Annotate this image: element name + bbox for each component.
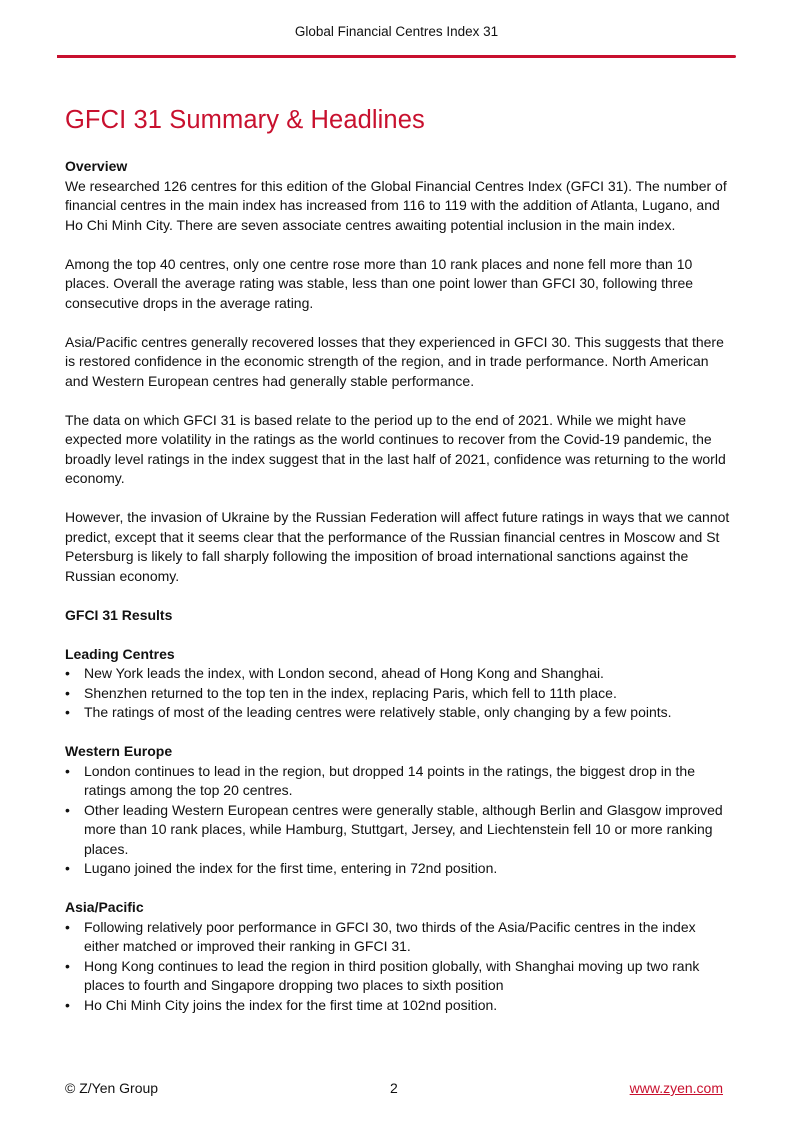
list-item — [65, 762, 730, 801]
page-header: Global Financial Centres Index 31 — [294, 24, 499, 39]
list-item-text: Hong Kong continues to lead the region in third position globally, with Shanghai moving up two rank places to fourth and Singapore dropping two places to sixth position — [84, 957, 700, 993]
bullet-icon: • — [65, 957, 70, 974]
footer-copyright: © Z/Yen Group — [65, 1080, 159, 1096]
overview-paragraph: We researched 126 centres for this edition of the Global Financial Centres Index (GFCI 31). The number of financial centres in the main index has increased from 116 to 119 with the addition of Atlanta, Lugano, and Ho Chi Minh City. There are seven associate centres awaiting potential inclusion in the main index. — [65, 177, 727, 233]
bullet-icon: • — [65, 704, 70, 720]
bullet-list-western-europe — [65, 762, 730, 879]
section-heading-western-europe: Western Europe — [65, 743, 173, 759]
list-item-text: London continues to lead in the region, but dropped 14 points in the ratings, the biggest drop in the ratings among the top 20 centres. — [84, 762, 695, 798]
list-item-text: Lugano joined the index for the first time, entering in 72nd position. — [84, 860, 498, 876]
list-item — [65, 664, 730, 684]
list-item — [65, 684, 730, 704]
list-item-text: Following relatively poor performance in GFCI 30, two thirds of the Asia/Pacific centres in the index either matched or improved their ranking in GFCI 31. — [84, 918, 696, 954]
bullet-icon: • — [65, 996, 70, 1013]
bullet-icon: • — [65, 762, 70, 779]
list-item — [65, 957, 730, 996]
bullet-icon: • — [65, 684, 70, 701]
list-item — [65, 703, 730, 723]
overview-paragraph: The data on which GFCI 31 is based relate to the period up to the end of 2021. While we might have expected more volatility in the ratings as the world continues to recover from the Covid-19 pandemic, the broadly level ratings in the index suggest that in the last half of 2021, confidence was returning to the world economy. — [65, 411, 726, 486]
overview-paragraph: Among the top 40 centres, only one centre rose more than 10 rank places and none fell more than 10 places. Overall the average rating was stable, less than one point lower than GFCI 30, following three consecutive drops in the average rating. — [65, 255, 694, 311]
list-item-text: New York leads the index, with London second, ahead of Hong Kong and Shanghai. — [84, 665, 604, 681]
list-item — [65, 859, 730, 879]
overview-paragraph: However, the invasion of Ukraine by the Russian Federation will affect future ratings in ways that we cannot predict, except that it seems clear that the performance of the Russian financial centres in Moscow and St Petersburg is likely to fall sharply following the imposition of broad international sanctions against the Russian economy. — [65, 509, 730, 584]
bullet-icon: • — [65, 860, 70, 876]
bullet-icon: • — [65, 918, 70, 935]
list-item-text: Other leading Western European centres were generally stable, although Berlin and Glasgow improved more than 10 rank places, while Hamburg, Stuttgart, Jersey, and Liechtenstein fell 10 or more ranking places. — [84, 801, 723, 857]
page-title: GFCI 31 Summary & Headlines — [65, 106, 425, 134]
main-content — [65, 106, 730, 1035]
list-item — [65, 996, 730, 1016]
results-heading: GFCI 31 Results — [65, 606, 173, 623]
bullet-icon: • — [65, 665, 70, 681]
list-item — [65, 801, 730, 860]
overview-paragraph: Asia/Pacific centres generally recovered losses that they experienced in GFCI 30. This suggests that there is restored confidence in the economic strength of the region, and in trade performance. North American and Western European centres had generally stable performance. — [65, 333, 724, 389]
section-heading-leading-centres: Leading Centres — [65, 645, 175, 662]
bullet-icon: • — [65, 801, 70, 818]
list-item — [65, 918, 730, 957]
list-item-text: The ratings of most of the leading centres were relatively stable, only changing by a few points. — [84, 704, 672, 720]
bullet-list-leading-centres — [65, 664, 730, 723]
section-heading-asia-pacific: Asia/Pacific — [65, 899, 144, 915]
overview-heading: Overview — [65, 158, 128, 174]
bullet-list-asia-pacific — [65, 918, 730, 1016]
header-rule — [57, 55, 736, 58]
list-item-text: Ho Chi Minh City joins the index for the first time at 102nd position. — [84, 996, 498, 1013]
list-item-text: Shenzhen returned to the top ten in the index, replacing Paris, which fell to 11th place. — [84, 684, 617, 701]
footer-website-link[interactable]: www.zyen.com — [629, 1080, 723, 1096]
footer-page-number: 2 — [390, 1080, 398, 1096]
